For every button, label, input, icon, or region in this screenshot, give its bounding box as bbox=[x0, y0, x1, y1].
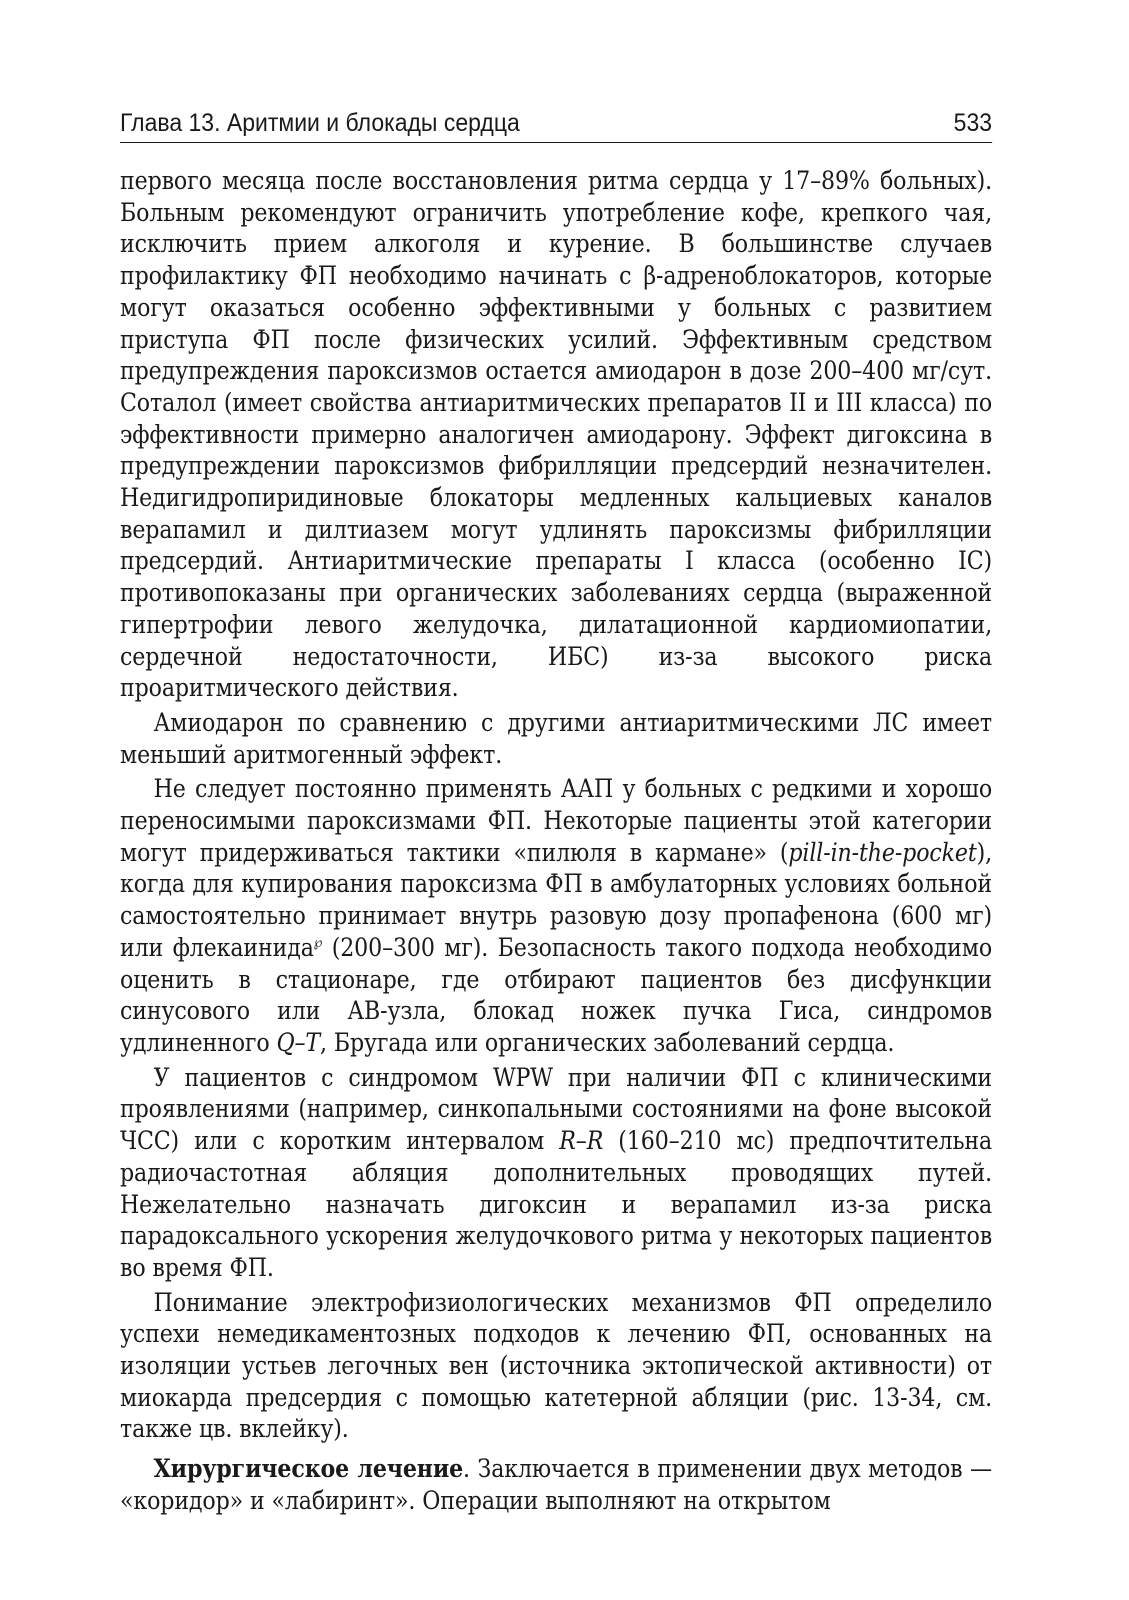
paragraph-1: первого месяца после восстановления ритма сердца у 17–89% больных). Больным рекомендуют ограничить употребление кофе, крепкого чая, исключить прием алкоголя и курение. В большинстве случаев профилактику ФП необходимо начинать с β-адреноблокаторов, которые могут оказаться особенно эффективными у больных с развитием приступа ФП после физических усилий. Эффективным средством предупреждения пароксизмов остается амиодарон в дозе 200–400 мг/сут. Соталол (имеет свойства антиаритмических препаратов II и III класса) по эффективности примерно аналогичен амиодарону. Эффект дигоксина в предупреждении пароксизмов фибрилляции предсердий незначителен. Недигидропиридиновые блокаторы медленных кальциевых каналов верапамил и дилтиазем могут удлинять пароксизмы фибрилляции предсердий. Антиаритмические препараты I класса (особенно IC) противопоказаны при органических заболеваниях сердца (выраженной гипертрофии левого желудочка, дилатационной кардиомиопатии, сердечной недостаточности, ИБС) из-за высокого риска проаритмического действия. bbox=[120, 166, 993, 703]
unregistered-drug-mark: ℘ bbox=[313, 934, 323, 951]
page bbox=[120, 108, 992, 1520]
running-header bbox=[120, 108, 992, 143]
chapter-title: Глава 13. Аритмии и блокады сердца bbox=[120, 109, 520, 137]
paragraph-3 bbox=[120, 773, 992, 1058]
paragraph-3-text: Не следует постоянно применять ААП у больных с редкими и хорошо переносимыми пароксизмами ФП. Некоторые пациенты этой категории могут придерживаться тактики «пилюля в кармане» ( bbox=[120, 774, 993, 867]
paragraph-5: Понимание электрофизиологических механизмов ФП определило успехи немедикаментозных подходов к лечению ФП, основанных на изоляции устьев легочных вен (источника эктопической активности) от миокарда предсердия с помощью катетерной абляции (рис. 13-34, см. также цв. вклейку). bbox=[120, 1287, 993, 1444]
paragraph-3-text: ), когда для купирования пароксизма ФП в амбулаторных условиях больной самостоятельно принимает внутрь разовую дозу пропафенона (600 мг) или флекаинида bbox=[120, 837, 993, 962]
rr-interval-term: R–R bbox=[559, 1126, 604, 1156]
paragraph-3-text: , Бругада или органических заболеваний сердца. bbox=[320, 1027, 895, 1057]
pill-in-the-pocket-term: pill-in-the-pocket bbox=[788, 837, 977, 867]
paragraph-6-text: . Заключается в применении двух методов — «коридор» и «лабиринт». Операции выполняют на открытом bbox=[120, 1454, 993, 1515]
paragraph-2: Амиодарон по сравнению с другими антиаритмическими ЛС имеет меньший аритмогенный эффект. bbox=[120, 707, 993, 769]
paragraph-3-text: (200–300 мг). Безопасность такого подхода необходимо оценить в стационаре, где отбирают пациентов без дисфункции синусового или АВ-узла, блокад ножек пучка Гиса, синдромов удлиненного bbox=[120, 932, 993, 1057]
surgical-treatment-heading: Хирургическое лечение bbox=[153, 1454, 464, 1484]
paragraph-4-text: (160–210 мс) предпочтительна радиочастотная абляция дополнительных проводящих путей. Нежелательно назначать дигоксин и верапамил из-за риска парадоксального ускорения желудочкового ритма у некоторых пациентов во время ФП. bbox=[120, 1126, 993, 1282]
paragraph-4 bbox=[120, 1062, 992, 1284]
body-text bbox=[120, 165, 992, 1517]
paragraph-6 bbox=[120, 1453, 992, 1516]
paragraph-4-text: У пациентов с синдромом WPW при наличии ФП с клиническими проявлениями (например, синкопальными состояниями на фоне высокой ЧСС) или с коротким интервалом bbox=[120, 1062, 993, 1156]
page-number: 533 bbox=[953, 109, 993, 137]
qt-interval-term: Q–T bbox=[276, 1027, 321, 1057]
